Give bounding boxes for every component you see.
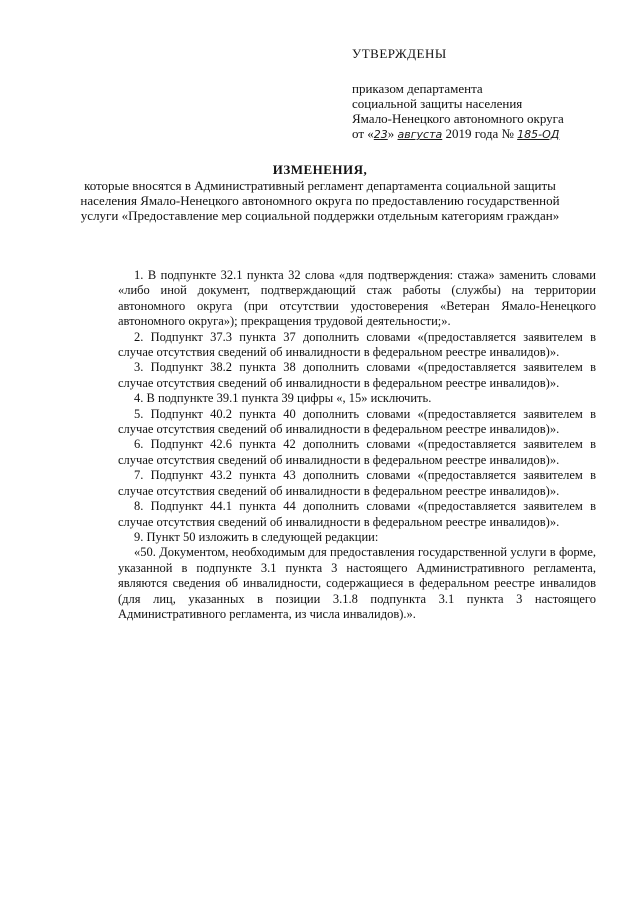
approval-line-3: Ямало-Ненецкого автономного округа [352,111,564,126]
document-subtitle: которые вносятся в Административный регламент департамента социальной защиты населения Ямало-Ненецкого автономного округа по предоставлению государственной услуги «Предоставление мер социальной поддержки отдельным категориям граждан» [80,178,560,223]
item-9: 9. Пункт 50 изложить в следующей редакции: [134,529,379,544]
date-prefix: от « [352,126,374,141]
item-8: 8. Подпункт 44.1 пункта 44 дополнить словами «(предоставляется заявителем в случае отсутствия сведений об инвалидности в федеральном реестре инвалидов)». [118,499,596,529]
handwritten-order-number: 185-ОД [517,128,560,141]
item-2: 2. Подпункт 37.3 пункта 37 дополнить словами «(предоставляется заявителем в случае отсутствия сведений об инвалидности в федеральном реестре инвалидов)». [118,329,596,360]
item-1: 1. В подпункте 32.1 пункта 32 слова «для подтверждения: стажа» заменить словами «либо иной документ, подтверждающий стаж работы (службы) на территории автономного округа (при отсутствии удостоверения «Ветеран Ямало-Ненецкого автономного округа»); прекращения трудовой деятельности;». [118,268,596,329]
document-body [118,268,596,622]
item-4: 4. В подпункте 39.1 пункта 39 цифры «, 15» исключить. [134,391,432,406]
item-7: 7. Подпункт 43.2 пункта 43 дополнить словами «(предоставляется заявителем в случае отсутствия сведений об инвалидности в федеральном реестре инвалидов)». [118,468,596,498]
handwritten-day: 23 [373,128,388,141]
handwritten-month: августа [397,128,443,141]
item-50-text: «50. Документом, необходимым для предоставления государственной услуги в форме, указанной в подпункте 3.1 пункта 3 настоящего Административного регламента, являются сведения об инвалидности, содержащиеся в федеральном реестре инвалидов (для лиц, указанных в позиции 3.1.8 подпункта 3.1 пункта 3 настоящего Административного регламента, из числа инвалидов).». [118,545,596,621]
approval-block [352,46,612,142]
item-6: 6. Подпункт 42.6 пункта 42 дополнить словами «(предоставляется заявителем в случае отсутствия сведений об инвалидности в федеральном реестре инвалидов)». [118,437,596,467]
item-5: 5. Подпункт 40.2 пункта 40 дополнить словами «(предоставляется заявителем в случае отсутствия сведений об инвалидности в федеральном реестре инвалидов)». [118,406,596,437]
document-heading [80,162,560,223]
item-3: 3. Подпункт 38.2 пункта 38 дополнить словами «(предоставляется заявителем в случае отсутствия сведений об инвалидности в федеральном реестре инвалидов)». [118,360,596,390]
document-title: ИЗМЕНЕНИЯ, [272,162,368,177]
approval-date-line [352,126,612,142]
date-mid: » [387,126,395,141]
year-text: 2019 года № [445,126,514,141]
approval-line-2: социальной защиты населения [352,96,523,111]
approval-line-1: приказом департамента [352,81,483,96]
approval-stamp-title: УТВЕРЖДЕНЫ [352,46,447,61]
